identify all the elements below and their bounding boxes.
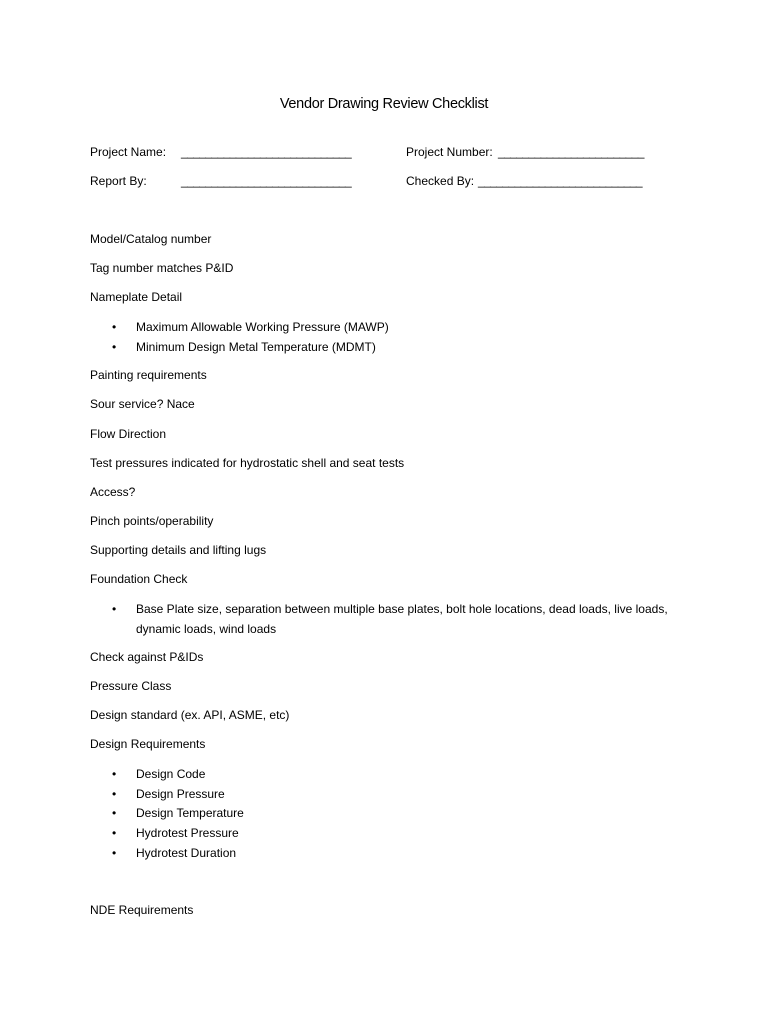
bullet-text: Maximum Allowable Working Pressure (MAWP) <box>136 320 389 334</box>
bullet-item <box>112 318 672 338</box>
checked-by-label: Checked By: <box>406 174 475 188</box>
bullet-item <box>112 785 672 805</box>
checklist-item-painting: Painting requirements <box>90 368 207 382</box>
checklist-item-design-standard: Design standard (ex. API, ASME, etc) <box>90 708 290 722</box>
bullet-item <box>112 338 672 358</box>
bullet-icon: • <box>112 320 117 334</box>
bullet-item <box>112 765 672 785</box>
page-title: Vendor Drawing Review Checklist <box>279 96 489 112</box>
bullet-text: Design Code <box>136 767 206 781</box>
checklist-item-flow-direction: Flow Direction <box>90 427 167 441</box>
project-number-field: ________________________ <box>498 145 644 159</box>
bullet-icon: • <box>112 826 117 840</box>
bullet-text: Hydrotest Duration <box>136 846 237 860</box>
checklist-item-sour-service: Sour service? Nace <box>90 397 195 411</box>
project-name-field: ____________________________ <box>181 145 352 159</box>
checklist-item-nde: NDE Requirements <box>90 903 194 917</box>
project-name-label: Project Name: <box>90 145 167 159</box>
bullet-item <box>112 824 672 844</box>
bullet-item <box>112 804 672 824</box>
bullet-text: Hydrotest Pressure <box>136 826 239 840</box>
checklist-item-access: Access? <box>90 485 136 499</box>
checklist-item-tag: Tag number matches P&ID <box>90 261 234 275</box>
checklist-item-check-pids: Check against P&IDs <box>90 650 204 664</box>
bullet-text: Design Temperature <box>136 806 244 820</box>
bullet-item <box>112 600 672 639</box>
checklist-item-model: Model/Catalog number <box>90 232 212 246</box>
checklist-item-nameplate: Nameplate Detail <box>90 290 183 304</box>
checklist-item-design-requirements: Design Requirements <box>90 737 206 751</box>
bullet-text: Base Plate size, separation between multiple base plates, bolt hole locations, dead loads, live loads, dynamic loads, wind loads <box>136 602 668 636</box>
bullet-icon: • <box>112 602 117 616</box>
project-number-label: Project Number: <box>406 145 493 159</box>
checklist-item-pressure-class: Pressure Class <box>90 679 172 693</box>
report-by-label: Report By: <box>90 174 147 188</box>
bullet-icon: • <box>112 846 117 860</box>
bullet-item <box>112 844 672 864</box>
checked-by-field: ___________________________ <box>478 174 642 188</box>
bullet-icon: • <box>112 787 117 801</box>
bullet-text: Design Pressure <box>136 787 225 801</box>
bullet-icon: • <box>112 767 117 781</box>
report-by-field: ____________________________ <box>181 174 352 188</box>
checklist-item-pinch-points: Pinch points/operability <box>90 514 214 528</box>
checklist-item-supporting: Supporting details and lifting lugs <box>90 543 267 557</box>
checklist-item-test-pressures: Test pressures indicated for hydrostatic shell and seat tests <box>90 456 405 470</box>
bullet-icon: • <box>112 806 117 820</box>
bullet-icon: • <box>112 340 117 354</box>
bullet-text: Minimum Design Metal Temperature (MDMT) <box>136 340 376 354</box>
checklist-item-foundation: Foundation Check <box>90 572 188 586</box>
